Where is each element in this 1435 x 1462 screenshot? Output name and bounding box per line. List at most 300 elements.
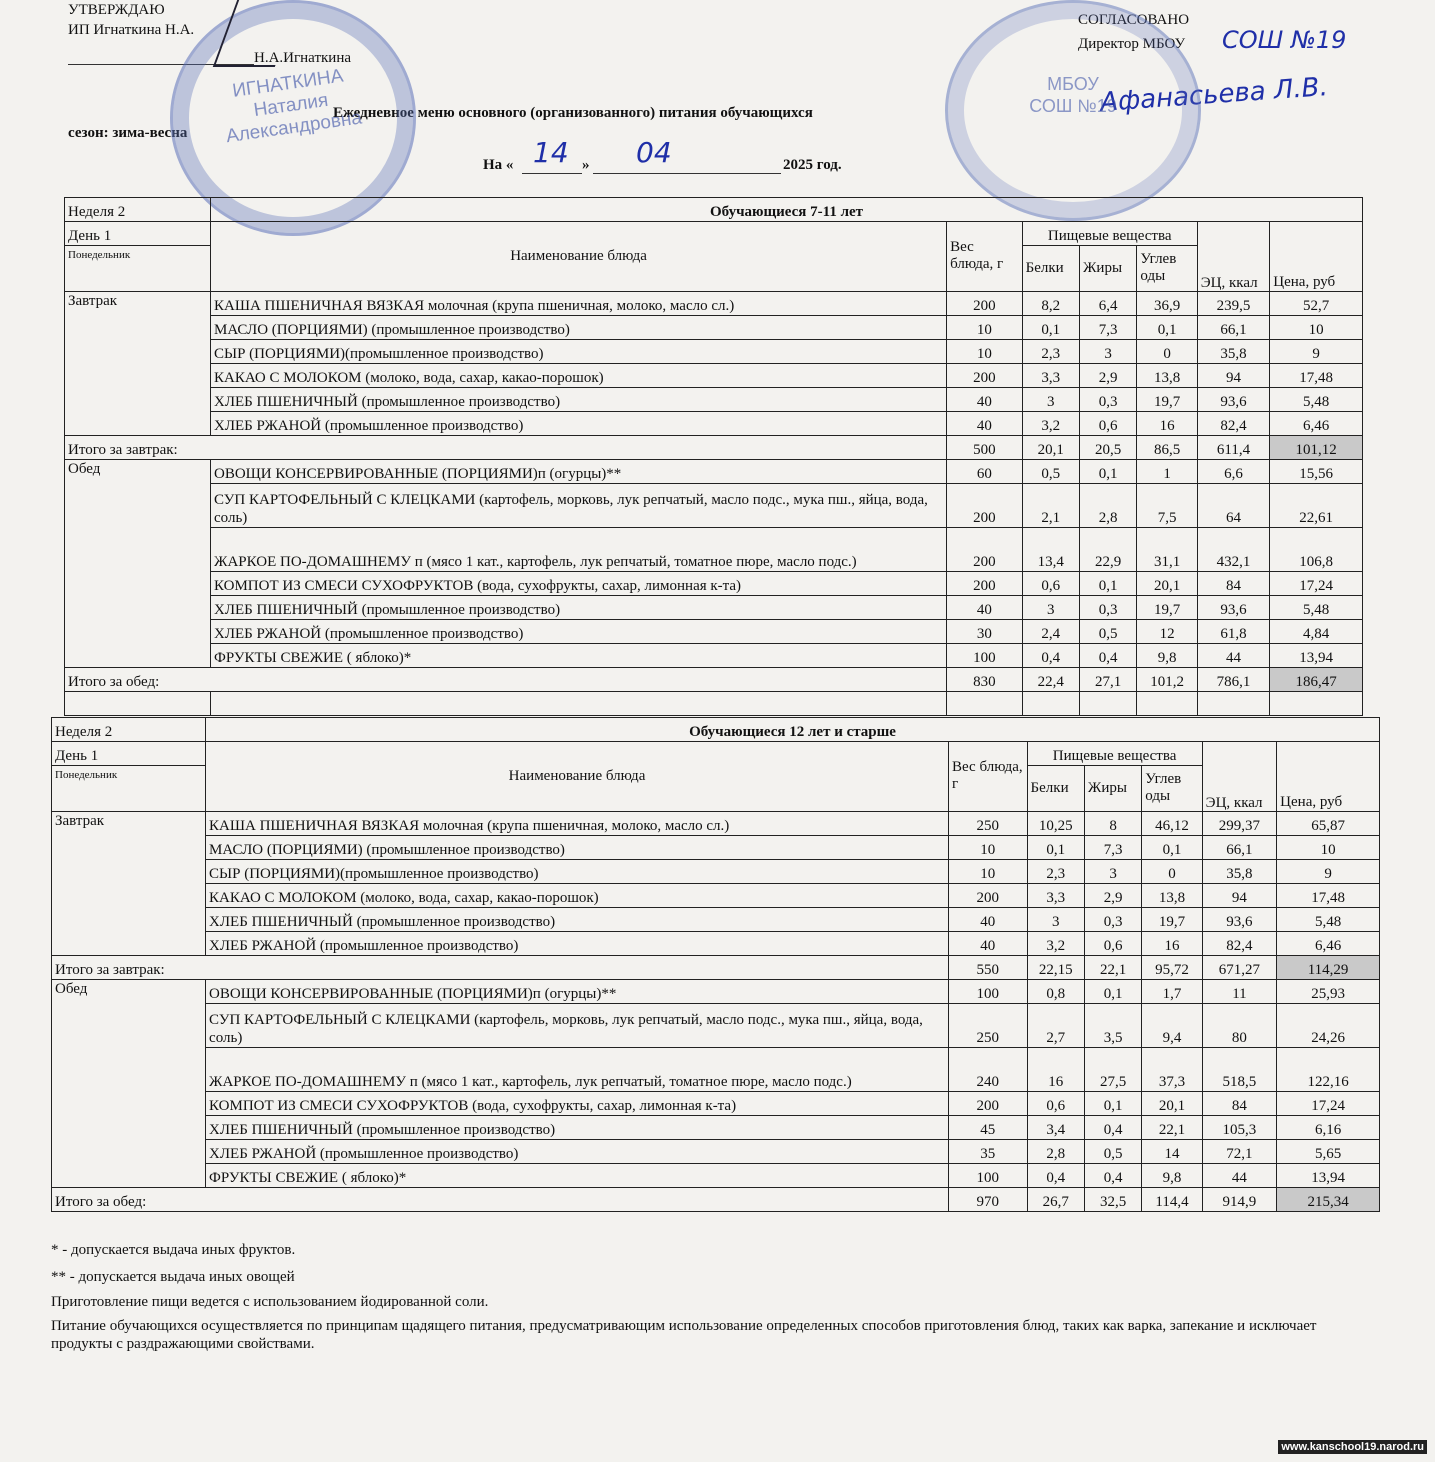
table-row [52,742,1380,766]
age-group-title: Обучающиеся 7-11 лет [211,198,1363,222]
empty-cell [1137,691,1197,715]
fat-cell: 0,5 [1079,619,1136,643]
column-header-energy: ЭЦ, ккал [1197,268,1270,292]
dish-name-cell: ФРУКТЫ СВЕЖИЕ ( яблоко)* [211,643,947,667]
weight-cell: 250 [949,811,1028,835]
weight-cell: 240 [949,1047,1028,1091]
breakfast-total-fat-cell: 22,1 [1084,955,1141,979]
site-watermark[interactable]: www.kanschool19.narod.ru [1278,1440,1427,1454]
page-title: Ежедневное меню основного (организованного) питания обучающихся [333,105,813,121]
fat-cell: 0,1 [1084,979,1141,1003]
empty-cell [1079,691,1136,715]
table-row [65,435,1363,459]
energy-cell: 239,5 [1197,291,1270,315]
age-group-title: Обучающиеся 12 лет и старше [206,718,1380,742]
column-header-weight: Вес блюда, г [947,222,1023,292]
dish-name-cell: КАКАО С МОЛОКОМ (молоко, вода, сахар, какао-порошок) [211,363,947,387]
dish-name-cell: ХЛЕБ РЖАНОЙ (промышленное производство) [211,619,947,643]
dish-name-cell: КОМПОТ ИЗ СМЕСИ СУХОФРУКТОВ (вода, сухофрукты, сахар, лимонная к-та) [206,1091,949,1115]
dish-name-cell: ЖАРКОЕ ПО-ДОМАШНЕМУ п (мясо 1 кат., картофель, лук репчатый, томатное пюре, масло подс.) [211,527,947,571]
energy-cell: 94 [1197,363,1270,387]
energy-cell: 66,1 [1197,315,1270,339]
agree-label: СОГЛАСОВАНО [1078,12,1190,28]
energy-cell: 105,3 [1202,1115,1277,1139]
weight-cell: 60 [947,459,1023,483]
table-row [65,643,1363,667]
lunch-total-label: Итого за обед: [65,667,947,691]
table-row [65,619,1363,643]
table-row [52,835,1380,859]
fat-cell: 0,1 [1079,571,1136,595]
price-cell: 6,46 [1277,931,1380,955]
carbs-cell: 13,8 [1142,883,1202,907]
carbs-cell: 12 [1137,619,1197,643]
lunch-total-energy-cell: 786,1 [1197,667,1270,691]
table-row [65,291,1363,315]
weight-cell: 40 [947,411,1023,435]
fat-cell: 3,5 [1084,1003,1141,1047]
dish-name-cell: СЫР (ПОРЦИЯМИ)(промышленное производство) [211,339,947,363]
fat-cell: 0,1 [1079,459,1136,483]
weight-cell: 45 [949,1115,1028,1139]
energy-cell: 35,8 [1197,339,1270,363]
carbs-cell: 19,7 [1142,907,1202,931]
price-cell: 13,94 [1270,643,1363,667]
protein-cell: 3 [1027,907,1084,931]
weight-cell: 10 [949,835,1028,859]
table-row [52,907,1380,931]
stamp-right [945,0,1201,221]
meal-label-breakfast: Завтрак [65,291,211,435]
protein-cell: 3 [1022,387,1079,411]
weight-cell: 100 [947,643,1023,667]
column-header-nutrients: Пищевые вещества [1027,742,1202,766]
agree-hand-school: СОШ №19 [1222,26,1347,54]
lunch-total-protein-cell: 26,7 [1027,1187,1084,1211]
fat-cell: 0,4 [1084,1115,1141,1139]
dish-name-cell: ФРУКТЫ СВЕЖИЕ ( яблоко)* [206,1163,949,1187]
stamp-right-text: МБОУ СОШ №19 [1029,74,1117,116]
menu-table-7-11 [64,197,1363,716]
carbs-cell: 7,5 [1137,483,1197,527]
empty-cell [211,691,947,715]
table-row [65,222,1363,246]
breakfast-total-price-cell: 101,12 [1270,435,1363,459]
protein-cell: 2,7 [1027,1003,1084,1047]
fat-cell: 0,4 [1079,643,1136,667]
energy-cell: 93,6 [1202,907,1277,931]
table-row [65,595,1363,619]
lunch-total-weight-cell: 830 [947,667,1023,691]
empty-cell [947,691,1023,715]
day-label: День 1 [52,742,206,766]
lunch-total-price-cell: 215,34 [1277,1187,1380,1211]
energy-cell: 94 [1202,883,1277,907]
date-prefix: На « [483,157,514,173]
energy-cell: 93,6 [1197,387,1270,411]
carbs-cell: 16 [1142,931,1202,955]
table-row [65,363,1363,387]
energy-cell: 84 [1197,571,1270,595]
energy-cell: 72,1 [1202,1139,1277,1163]
table-cell [1270,222,1363,268]
carbs-cell: 13,8 [1137,363,1197,387]
table-row [65,315,1363,339]
empty-cell [1197,691,1270,715]
dish-name-cell: КОМПОТ ИЗ СМЕСИ СУХОФРУКТОВ (вода, сухофрукты, сахар, лимонная к-та) [211,571,947,595]
protein-cell: 3,2 [1027,931,1084,955]
fat-cell: 7,3 [1079,315,1136,339]
table-row [52,1163,1380,1187]
carbs-cell: 0,1 [1142,835,1202,859]
dish-name-cell: ХЛЕБ ПШЕНИЧНЫЙ (промышленное производство) [206,1115,949,1139]
weight-cell: 10 [947,315,1023,339]
energy-cell: 64 [1197,483,1270,527]
lunch-total-energy-cell: 914,9 [1202,1187,1277,1211]
meal-label-lunch: Обед [65,459,211,667]
meal-label-lunch: Обед [52,979,206,1187]
protein-cell: 16 [1027,1047,1084,1091]
fat-cell: 2,9 [1084,883,1141,907]
weight-cell: 35 [949,1139,1028,1163]
price-cell: 106,8 [1270,527,1363,571]
menu-table-12-plus [51,717,1380,1212]
empty-cell [1270,691,1363,715]
protein-cell: 8,2 [1022,291,1079,315]
day-label: День 1 [65,222,211,246]
dish-name-cell: ХЛЕБ ПШЕНИЧНЫЙ (промышленное производство) [206,907,949,931]
table-row [52,883,1380,907]
fat-cell: 0,5 [1084,1139,1141,1163]
column-header-nutrients: Пищевые вещества [1022,222,1197,246]
table-row [52,931,1380,955]
carbs-cell: 9,4 [1142,1003,1202,1047]
column-header-fat: Жиры [1079,246,1136,292]
price-cell: 15,56 [1270,459,1363,483]
energy-cell: 66,1 [1202,835,1277,859]
energy-cell: 35,8 [1202,859,1277,883]
weight-cell: 40 [947,595,1023,619]
agree-hand-signature: Афанасьева Л.В. [1099,72,1329,118]
protein-cell: 2,1 [1022,483,1079,527]
column-header-price: Цена, руб [1270,268,1363,292]
table-row [65,459,1363,483]
breakfast-total-weight-cell: 550 [949,955,1028,979]
weight-cell: 200 [947,527,1023,571]
carbs-cell: 9,8 [1142,1163,1202,1187]
fat-cell: 0,6 [1084,931,1141,955]
date-suffix: 2025 год. [783,157,842,173]
table-row [52,859,1380,883]
dish-name-cell: ХЛЕБ РЖАНОЙ (промышленное производство) [211,411,947,435]
dish-name-cell: ОВОЩИ КОНСЕРВИРОВАННЫЕ (ПОРЦИЯМИ)п (огурцы)** [206,979,949,1003]
table-row [65,483,1363,527]
weight-cell: 200 [949,1091,1028,1115]
breakfast-total-label: Итого за завтрак: [65,435,947,459]
weight-cell: 250 [949,1003,1028,1047]
price-cell: 17,48 [1277,883,1380,907]
table-cell [1202,742,1277,788]
energy-cell: 82,4 [1202,931,1277,955]
table-row [65,339,1363,363]
weight-cell: 200 [947,291,1023,315]
protein-cell: 3,2 [1022,411,1079,435]
footnote-iodized-salt: Приготовление пищи ведется с использованием йодированной соли. [51,1294,489,1310]
price-cell: 9 [1270,339,1363,363]
table-row [52,1003,1380,1047]
lunch-total-carbs-cell: 114,4 [1142,1187,1202,1211]
column-header-carbs: Углев оды [1142,766,1202,812]
lunch-total-price-cell: 186,47 [1270,667,1363,691]
table-row [52,811,1380,835]
carbs-cell: 36,9 [1137,291,1197,315]
fat-cell: 8 [1084,811,1141,835]
table-row [52,955,1380,979]
lunch-total-protein-cell: 22,4 [1022,667,1079,691]
dish-name-cell: КАКАО С МОЛОКОМ (молоко, вода, сахар, какао-порошок) [206,883,949,907]
weight-cell: 200 [947,483,1023,527]
lunch-total-fat-cell: 27,1 [1079,667,1136,691]
protein-cell: 2,3 [1022,339,1079,363]
column-header-price: Цена, руб [1277,788,1380,812]
energy-cell: 61,8 [1197,619,1270,643]
energy-cell: 432,1 [1197,527,1270,571]
fat-cell: 0,3 [1084,907,1141,931]
price-cell: 9 [1277,859,1380,883]
dish-name-cell: ХЛЕБ ПШЕНИЧНЫЙ (промышленное производство) [211,595,947,619]
weight-cell: 30 [947,619,1023,643]
protein-cell: 0,1 [1027,835,1084,859]
energy-cell: 6,6 [1197,459,1270,483]
breakfast-total-carbs-cell: 95,72 [1142,955,1202,979]
protein-cell: 0,6 [1027,1091,1084,1115]
price-cell: 25,93 [1277,979,1380,1003]
energy-cell: 80 [1202,1003,1277,1047]
date-month: 04 [636,136,672,169]
fat-cell: 0,3 [1079,595,1136,619]
footnote-vegetables: ** - допускается выдача иных овощей [51,1269,295,1285]
carbs-cell: 0 [1142,859,1202,883]
column-header-weight: Вес блюда, г [949,742,1028,812]
table-row [52,1187,1380,1211]
price-cell: 5,65 [1277,1139,1380,1163]
weekday-label: Понедельник [65,246,211,292]
footnote-fruits: * - допускается выдача иных фруктов. [51,1242,296,1258]
carbs-cell: 19,7 [1137,595,1197,619]
table-row [52,1115,1380,1139]
table-row [52,1047,1380,1091]
fat-cell: 6,4 [1079,291,1136,315]
column-header-protein: Белки [1022,246,1079,292]
carbs-cell: 20,1 [1142,1091,1202,1115]
weight-cell: 200 [949,883,1028,907]
weight-cell: 40 [949,931,1028,955]
protein-cell: 2,4 [1022,619,1079,643]
carbs-cell: 9,8 [1137,643,1197,667]
table-row [52,718,1380,742]
dish-name-cell: КАША ПШЕНИЧНАЯ ВЯЗКАЯ молочная (крупа пшеничная, молоко, масло сл.) [206,811,949,835]
price-cell: 5,48 [1277,907,1380,931]
price-cell: 17,24 [1270,571,1363,595]
footnote-gentle-nutrition: Питание обучающихся осуществляется по принципам щадящего питания, предусматривающим использование определенных способов приготовления блюд, таких как варка, запекание и исключает продукты с раздражающими свойствами. [51,1318,1317,1352]
price-cell: 17,48 [1270,363,1363,387]
weight-cell: 40 [947,387,1023,411]
protein-cell: 2,3 [1027,859,1084,883]
table-row [65,667,1363,691]
carbs-cell: 1,7 [1142,979,1202,1003]
fat-cell: 27,5 [1084,1047,1141,1091]
weight-cell: 40 [949,907,1028,931]
price-cell: 65,87 [1277,811,1380,835]
energy-cell: 11 [1202,979,1277,1003]
dish-name-cell: СУП КАРТОФЕЛЬНЫЙ С КЛЕЦКАМИ (картофель, морковь, лук репчатый, масло подс., мука пш., яйца, вода, соль) [206,1003,949,1047]
meal-label-breakfast: Завтрак [52,811,206,955]
fat-cell: 3 [1084,859,1141,883]
dish-name-cell: ЖАРКОЕ ПО-ДОМАШНЕМУ п (мясо 1 кат., картофель, лук репчатый, томатное пюре, масло подс.) [206,1047,949,1091]
price-cell: 22,61 [1270,483,1363,527]
fat-cell: 3 [1079,339,1136,363]
protein-cell: 10,25 [1027,811,1084,835]
carbs-cell: 1 [1137,459,1197,483]
protein-cell: 0,8 [1027,979,1084,1003]
breakfast-total-price-cell: 114,29 [1277,955,1380,979]
approve-sign-name: Н.А.Игнаткина [254,50,352,66]
weight-cell: 10 [949,859,1028,883]
weight-cell: 200 [947,571,1023,595]
price-cell: 17,24 [1277,1091,1380,1115]
breakfast-total-protein-cell: 20,1 [1022,435,1079,459]
fat-cell: 0,4 [1084,1163,1141,1187]
protein-cell: 0,5 [1022,459,1079,483]
protein-cell: 0,1 [1022,315,1079,339]
price-cell: 10 [1277,835,1380,859]
protein-cell: 0,6 [1022,571,1079,595]
fat-cell: 0,1 [1084,1091,1141,1115]
energy-cell: 44 [1202,1163,1277,1187]
stamp-left-text: ИГНАТКИНА Наталия Александровна [224,65,364,148]
weekday-label: Понедельник [52,766,206,812]
protein-cell: 3,3 [1022,363,1079,387]
dish-name-cell: СЫР (ПОРЦИЯМИ)(промышленное производство) [206,859,949,883]
breakfast-total-energy-cell: 611,4 [1197,435,1270,459]
protein-cell: 0,4 [1022,643,1079,667]
price-cell: 4,84 [1270,619,1363,643]
price-cell: 6,46 [1270,411,1363,435]
price-cell: 5,48 [1270,387,1363,411]
column-header-protein: Белки [1027,766,1084,812]
protein-cell: 3 [1022,595,1079,619]
weight-cell: 100 [949,1163,1028,1187]
dish-name-cell: ОВОЩИ КОНСЕРВИРОВАННЫЕ (ПОРЦИЯМИ)п (огурцы)** [211,459,947,483]
approve-org: ИП Игнаткина Н.А. [68,22,195,38]
protein-cell: 2,8 [1027,1139,1084,1163]
dish-name-cell: КАША ПШЕНИЧНАЯ ВЯЗКАЯ молочная (крупа пшеничная, молоко, масло сл.) [211,291,947,315]
price-cell: 24,26 [1277,1003,1380,1047]
table-row [65,527,1363,571]
column-header-dish: Наименование блюда [211,222,947,292]
week-label: Неделя 2 [65,198,211,222]
fat-cell: 0,6 [1079,411,1136,435]
table-row [65,387,1363,411]
price-cell: 52,7 [1270,291,1363,315]
dish-name-cell: МАСЛО (ПОРЦИЯМИ) (промышленное производство) [206,835,949,859]
carbs-cell: 0 [1137,339,1197,363]
table-row [52,1091,1380,1115]
breakfast-total-label: Итого за завтрак: [52,955,949,979]
carbs-cell: 46,12 [1142,811,1202,835]
breakfast-total-protein-cell: 22,15 [1027,955,1084,979]
season-label: сезон: зима-весна [68,125,188,141]
breakfast-total-energy-cell: 671,27 [1202,955,1277,979]
date-day: 14 [533,136,569,169]
date-mid: » [582,157,590,173]
dish-name-cell: ХЛЕБ РЖАНОЙ (промышленное производство) [206,1139,949,1163]
dish-name-cell: ХЛЕБ ПШЕНИЧНЫЙ (промышленное производство) [211,387,947,411]
table-row [65,198,1363,222]
agree-org: Директор МБОУ [1078,36,1186,52]
dish-name-cell: ХЛЕБ РЖАНОЙ (промышленное производство) [206,931,949,955]
carbs-cell: 14 [1142,1139,1202,1163]
price-cell: 122,16 [1277,1047,1380,1091]
lunch-total-weight-cell: 970 [949,1187,1028,1211]
empty-cell [65,691,211,715]
lunch-total-label: Итого за обед: [52,1187,949,1211]
protein-cell: 13,4 [1022,527,1079,571]
carbs-cell: 31,1 [1137,527,1197,571]
breakfast-total-carbs-cell: 86,5 [1137,435,1197,459]
energy-cell: 84 [1202,1091,1277,1115]
fat-cell: 22,9 [1079,527,1136,571]
energy-cell: 44 [1197,643,1270,667]
energy-cell: 518,5 [1202,1047,1277,1091]
table-row [65,691,1363,715]
fat-cell: 2,9 [1079,363,1136,387]
weight-cell: 200 [947,363,1023,387]
empty-cell [1022,691,1079,715]
lunch-total-fat-cell: 32,5 [1084,1187,1141,1211]
table-cell [1277,742,1380,788]
breakfast-total-fat-cell: 20,5 [1079,435,1136,459]
dish-name-cell: СУП КАРТОФЕЛЬНЫЙ С КЛЕЦКАМИ (картофель, морковь, лук репчатый, масло подс., мука пш., яйца, вода, соль) [211,483,947,527]
carbs-cell: 0,1 [1137,315,1197,339]
price-cell: 13,94 [1277,1163,1380,1187]
energy-cell: 299,37 [1202,811,1277,835]
carbs-cell: 19,7 [1137,387,1197,411]
week-label: Неделя 2 [52,718,206,742]
energy-cell: 93,6 [1197,595,1270,619]
dish-name-cell: МАСЛО (ПОРЦИЯМИ) (промышленное производство) [211,315,947,339]
fat-cell: 7,3 [1084,835,1141,859]
table-row [52,1139,1380,1163]
fat-cell: 0,3 [1079,387,1136,411]
fat-cell: 2,8 [1079,483,1136,527]
price-cell: 10 [1270,315,1363,339]
protein-cell: 3,3 [1027,883,1084,907]
carbs-cell: 22,1 [1142,1115,1202,1139]
price-cell: 5,48 [1270,595,1363,619]
carbs-cell: 20,1 [1137,571,1197,595]
table-row [52,979,1380,1003]
column-header-dish: Наименование блюда [206,742,949,812]
column-header-fat: Жиры [1084,766,1141,812]
column-header-energy: ЭЦ, ккал [1202,788,1277,812]
column-header-carbs: Углев оды [1137,246,1197,292]
weight-cell: 100 [949,979,1028,1003]
lunch-total-carbs-cell: 101,2 [1137,667,1197,691]
carbs-cell: 37,3 [1142,1047,1202,1091]
price-cell: 6,16 [1277,1115,1380,1139]
table-cell [1197,222,1270,268]
